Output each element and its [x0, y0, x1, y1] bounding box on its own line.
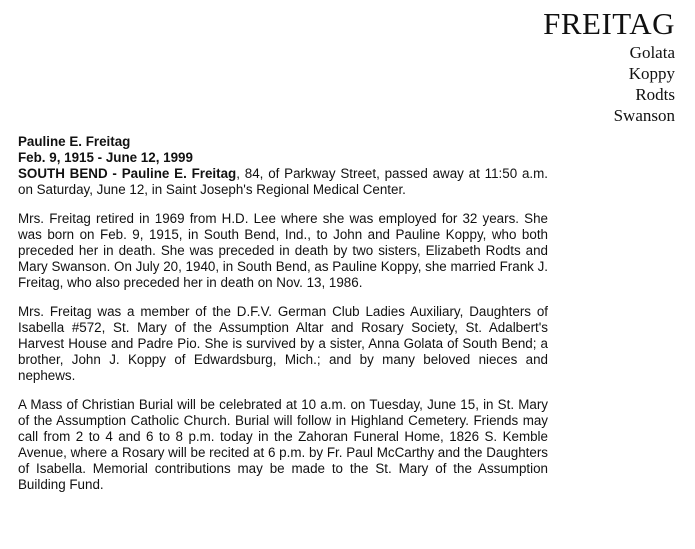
header-block: [543, 6, 675, 126]
paragraph-memberships-survivors: Mrs. Freitag was a member of the D.F.V. German Club Ladies Auxiliary, Daughters of Isabella #572, St. Mary of the Assumption Altar and Rosary Society, St. Adalbert's Harvest House and Padre Pio. She is survived by a sister, Anna Golata of South Bend; a brother, John J. Koppy of Edwardsburg, Mich.; and by many beloved nieces and nephews.: [18, 304, 548, 383]
surname-title: FREITAG: [543, 6, 675, 41]
paragraph-career-family: Mrs. Freitag retired in 1969 from H.D. Lee where she was employed for 32 years. She was born on Feb. 9, 1915, in South Bend, Ind., to John and Pauline Koppy, who both preceded her in death. She was preceded in death by two sisters, Elizabeth Rodts and Mary Swanson. On July 20, 1940, in South Bend, as Pauline Koppy, she married Frank J. Freitag, who also preceded her in death on Nov. 13, 1986.: [18, 211, 548, 290]
lead-paragraph: [18, 166, 548, 198]
related-names-list: [543, 42, 675, 126]
paragraph-services: A Mass of Christian Burial will be celebrated at 10 a.m. on Tuesday, June 15, in St. Mary of the Assumption Catholic Church. Burial will follow in Highland Cemetery. Friends may call from 2 to 4 and 6 to 8 p.m. today in the Zahoran Funeral Home, 1826 S. Kemble Avenue, where a Rosary will be recited at 6 p.m. by Fr. Paul McCarthy and the Daughters of Isabella. Memorial contributions may be made to the St. Mary of the Assumption Building Fund.: [18, 397, 548, 492]
obituary-article: [18, 134, 548, 493]
related-name: Golata: [629, 43, 675, 62]
related-name: Koppy: [628, 64, 675, 83]
related-name: Rodts: [635, 85, 675, 104]
related-name: Swanson: [613, 106, 675, 125]
life-dates: Feb. 9, 1915 - June 12, 1999: [18, 150, 193, 165]
dateline: SOUTH BEND - Pauline E. Freitag: [18, 166, 237, 181]
lead-text: , 84, of Parkway Street, passed away at 11:50 a.m. on Saturday, June 12, in Saint Joseph's Regional Medical Center.: [18, 166, 548, 197]
deceased-name: Pauline E. Freitag: [18, 134, 131, 149]
